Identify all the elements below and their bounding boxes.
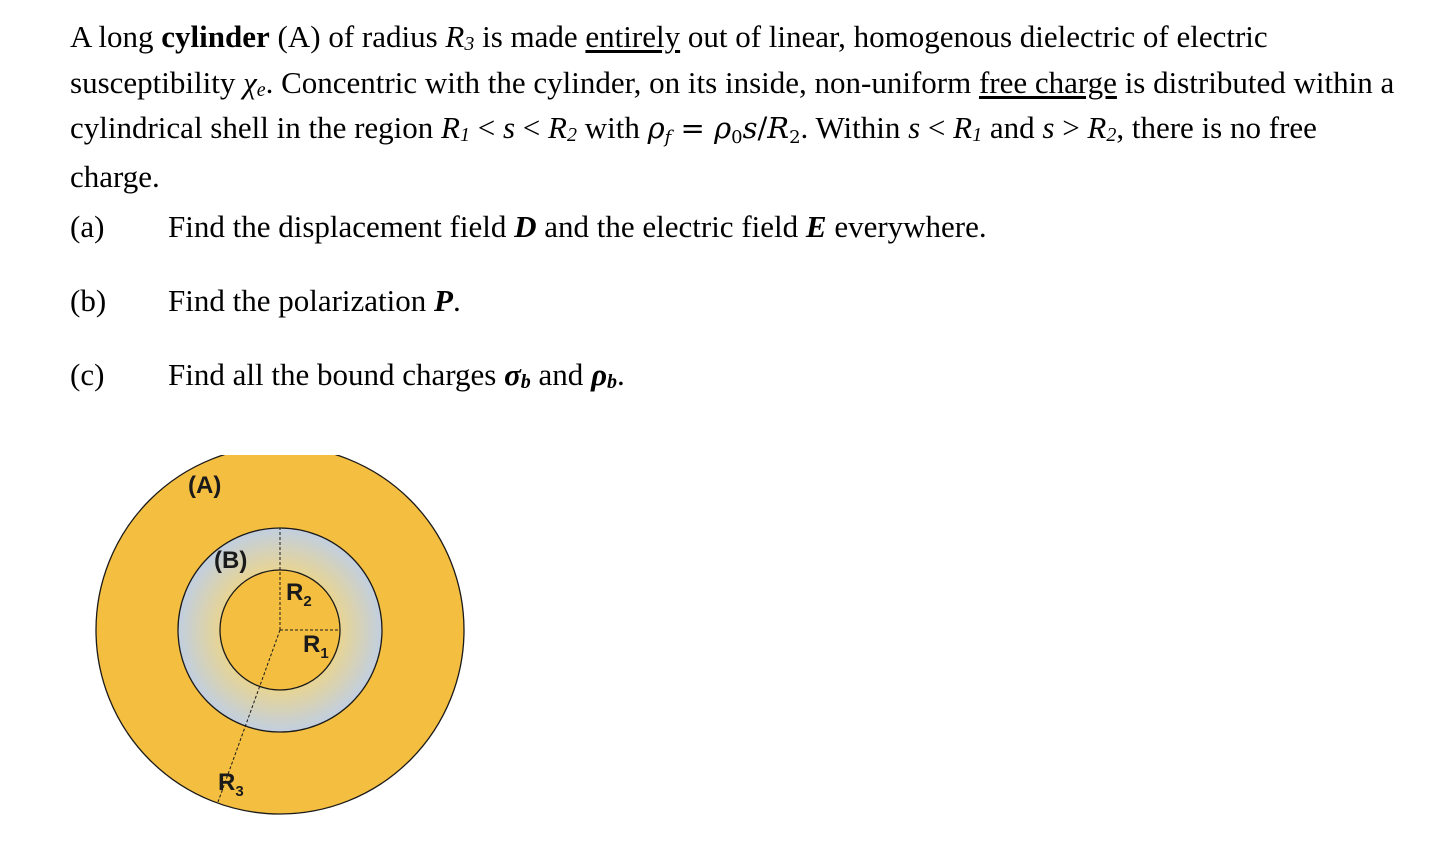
sigma-b-symbol: σ	[504, 357, 521, 392]
part-a: (a) Find the displacement field D and the electric field E everywhere.	[70, 209, 987, 244]
label-r2: $R_2$	[286, 579, 312, 610]
free-charge-underlined: free charge	[978, 64, 1117, 100]
part-a-label: (a)	[70, 209, 105, 244]
label-r1: $R_1$	[303, 631, 329, 662]
label-b: (B)	[214, 547, 248, 574]
chi-symbol: χ	[243, 64, 257, 100]
electric-field-symbol: E	[805, 209, 827, 244]
label-r3: $R_3$	[218, 769, 244, 800]
rho-b-symbol: ρ	[591, 357, 608, 392]
entirely-underlined: entirely	[585, 19, 681, 54]
displacement-field-symbol: D	[514, 209, 537, 244]
part-c: (c) Find all the bound charges σb and ρb.	[70, 357, 625, 393]
part-c-label: (c)	[70, 357, 105, 392]
rho-formula: ρf = ρ0s/R2	[647, 111, 801, 148]
problem-statement: A long cylinder (A) of radius R3 is made entirely out of linear, homogenous dielectric of electric susceptibility χe. Concentric with the cylinder, on its inside, non-uniform free charge is distributed within a cylindrical shell in the region R1 < s < R2 with ρf = ρ0s/R2. Within s < R1 and s > R2, there is no free charge.	[70, 19, 1395, 194]
polarization-symbol: P	[434, 283, 453, 318]
part-b: (b) Find the polarization P.	[70, 283, 461, 318]
part-b-label: (b)	[70, 283, 107, 318]
label-a: (A)	[188, 472, 222, 499]
cylinder-bold: cylinder	[161, 19, 270, 54]
cylinder-cross-section-diagram	[90, 455, 470, 855]
